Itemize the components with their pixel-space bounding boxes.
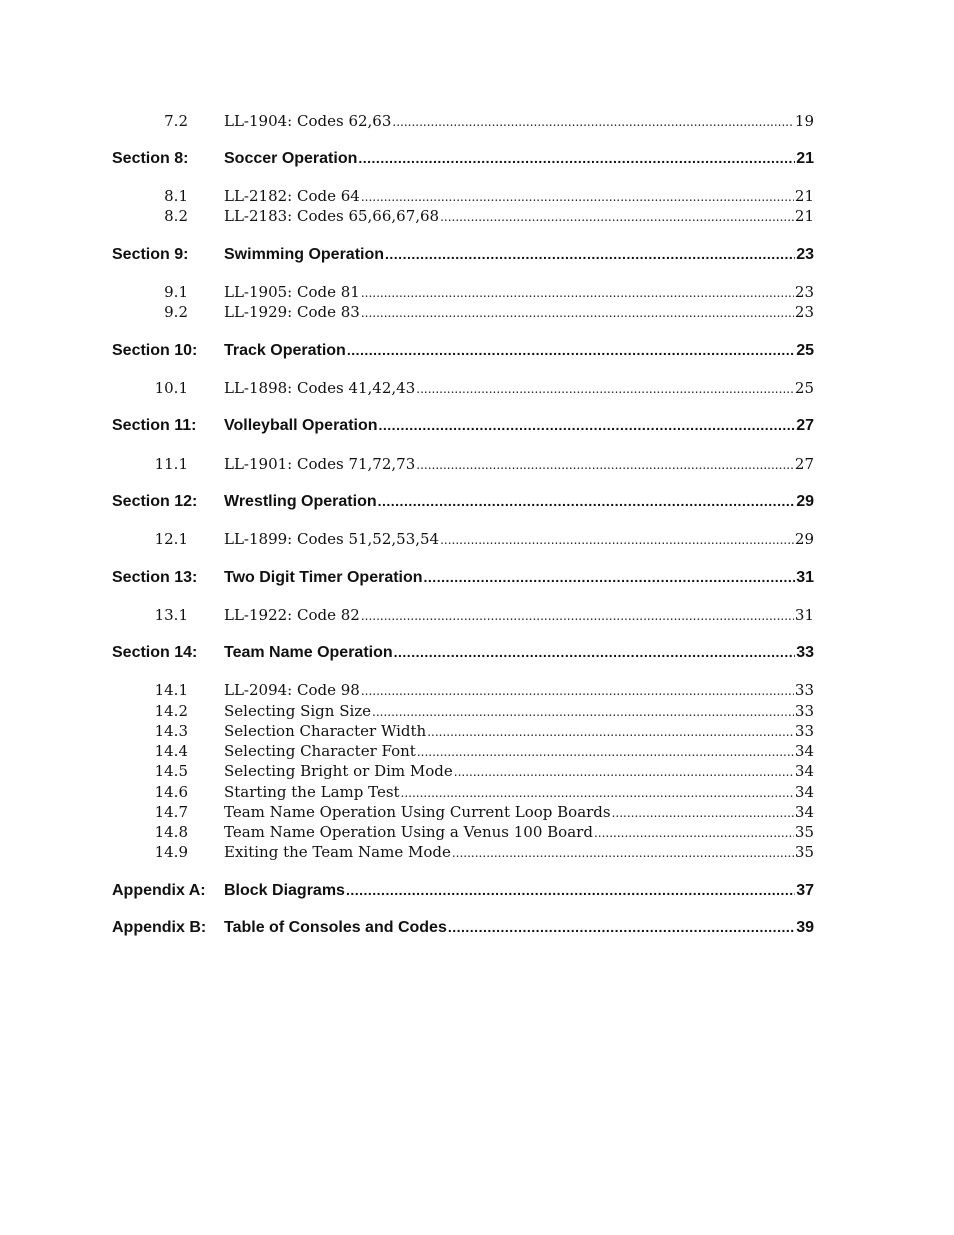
dot-leader: [612, 803, 794, 821]
page-number: 27: [796, 417, 814, 434]
entry-title: Selecting Sign Size: [224, 702, 372, 720]
page-number: 29: [796, 493, 814, 510]
entry-title: LL-1929: Code 83: [224, 303, 360, 321]
entry-title-line: [224, 207, 814, 225]
entry-title-line: [224, 246, 814, 264]
dot-leader: [448, 919, 795, 937]
entry-title-line: [224, 919, 814, 937]
dot-leader: [401, 783, 794, 801]
entry-title-line: [224, 569, 814, 587]
entry-title: Exiting the Team Name Mode: [224, 843, 451, 861]
subsection-number: 14.9: [154, 843, 188, 861]
entry-title-line: [224, 783, 814, 801]
dot-leader: [361, 283, 794, 301]
page-number: 31: [796, 569, 814, 586]
entry-title: Track Operation: [224, 342, 346, 359]
page-number: 27: [794, 455, 814, 473]
page-number: 25: [794, 379, 814, 397]
entry-title: LL-1898: Codes 41,42,43: [224, 379, 416, 397]
page-number: 29: [794, 530, 814, 548]
page-number: 34: [794, 742, 814, 760]
dot-leader: [594, 823, 794, 841]
page-number: 19: [794, 112, 814, 130]
page-number: 37: [796, 882, 814, 899]
section-label: Appendix A:: [112, 882, 206, 899]
subsection-number: 9.2: [164, 303, 188, 321]
dot-leader: [440, 530, 794, 548]
subsection-number: 12.1: [154, 530, 188, 548]
dot-leader: [417, 742, 794, 760]
dot-leader: [440, 207, 794, 225]
entry-title: Starting the Lamp Test: [224, 783, 400, 801]
entry-title-line: [224, 762, 814, 780]
subsection-number: 14.6: [154, 783, 188, 801]
dot-leader: [394, 644, 796, 662]
subsection-number: 8.2: [164, 207, 188, 225]
page-number: 21: [794, 187, 814, 205]
entry-title-line: [224, 150, 814, 168]
entry-title: Team Name Operation Using Current Loop Boards: [224, 803, 611, 821]
page-number: 35: [794, 823, 814, 841]
subsection-number: 14.8: [154, 823, 188, 841]
entry-title-line: [224, 283, 814, 301]
page-number: 34: [794, 783, 814, 801]
page-number: 39: [796, 919, 814, 936]
dot-leader: [454, 762, 794, 780]
subsection-number: 7.2: [164, 112, 188, 130]
entry-title: LL-1904: Codes 62,63: [224, 112, 392, 130]
page-number: 33: [794, 722, 814, 740]
page-number: 33: [796, 644, 814, 661]
subsection-number: 14.2: [154, 702, 188, 720]
page-number: 25: [796, 342, 814, 359]
section-label: Section 9:: [112, 246, 189, 263]
entry-title: Selecting Character Font: [224, 742, 416, 760]
entry-title-line: [224, 702, 814, 720]
subsection-number: 10.1: [154, 379, 188, 397]
entry-title: Table of Consoles and Codes: [224, 919, 447, 936]
entry-title-line: [224, 803, 814, 821]
entry-title-line: [224, 417, 814, 435]
page-number: 31: [794, 606, 814, 624]
entry-title: LL-1922: Code 82: [224, 606, 360, 624]
section-label: Section 8:: [112, 150, 189, 167]
entry-title: Soccer Operation: [224, 150, 358, 167]
dot-leader: [379, 417, 796, 435]
entry-title: Team Name Operation: [224, 644, 393, 661]
dot-leader: [416, 455, 794, 473]
subsection-number: 9.1: [164, 283, 188, 301]
dot-leader: [361, 606, 794, 624]
entry-title-line: [224, 493, 814, 511]
entry-title-line: [224, 530, 814, 548]
entry-title-line: [224, 722, 814, 740]
dot-leader: [346, 882, 795, 900]
entry-title: LL-2094: Code 98: [224, 681, 360, 699]
subsection-number: 14.4: [154, 742, 188, 760]
dot-leader: [361, 303, 794, 321]
dot-leader: [378, 493, 796, 511]
dot-leader: [358, 150, 795, 168]
entry-title-line: [224, 112, 814, 130]
entry-title: Team Name Operation Using a Venus 100 Board: [224, 823, 593, 841]
subsection-number: 8.1: [164, 187, 188, 205]
entry-title-line: [224, 742, 814, 760]
entry-title-line: [224, 843, 814, 861]
section-label: Section 14:: [112, 644, 198, 661]
entry-title-line: [224, 882, 814, 900]
entry-title-line: [224, 342, 814, 360]
entry-title-line: [224, 823, 814, 841]
subsection-number: 14.7: [154, 803, 188, 821]
subsection-number: 14.3: [154, 722, 188, 740]
page-number: 23: [796, 246, 814, 263]
dot-leader: [392, 112, 794, 130]
page-number: 35: [794, 843, 814, 861]
entry-title-line: [224, 644, 814, 662]
entry-title-line: [224, 455, 814, 473]
entry-title: Selecting Bright or Dim Mode: [224, 762, 453, 780]
page-number: 33: [794, 702, 814, 720]
entry-title-line: [224, 379, 814, 397]
page-number: 23: [794, 283, 814, 301]
dot-leader: [424, 569, 796, 587]
entry-title: Swimming Operation: [224, 246, 385, 263]
entry-title-line: [224, 187, 814, 205]
page-number: 23: [794, 303, 814, 321]
section-label: Section 11:: [112, 417, 197, 434]
entry-title: Selection Character Width: [224, 722, 427, 740]
entry-title: Block Diagrams: [224, 882, 345, 899]
dot-leader: [427, 722, 794, 740]
page-number: 33: [794, 681, 814, 699]
page-number: 34: [794, 762, 814, 780]
entry-title: LL-1905: Code 81: [224, 283, 360, 301]
dot-leader: [372, 702, 794, 720]
dot-leader: [361, 187, 794, 205]
entry-title: Volleyball Operation: [224, 417, 378, 434]
entry-title: LL-1899: Codes 51,52,53,54: [224, 530, 440, 548]
subsection-number: 14.1: [154, 681, 188, 699]
dot-leader: [452, 843, 794, 861]
entry-title: Two Digit Timer Operation: [224, 569, 423, 586]
entry-title: LL-2182: Code 64: [224, 187, 360, 205]
dot-leader: [361, 681, 794, 699]
subsection-number: 14.5: [154, 762, 188, 780]
page-number: 34: [794, 803, 814, 821]
entry-title: LL-1901: Codes 71,72,73: [224, 455, 416, 473]
dot-leader: [385, 246, 795, 264]
page-number: 21: [796, 150, 814, 167]
section-label: Section 13:: [112, 569, 198, 586]
entry-title-line: [224, 303, 814, 321]
page-number: 21: [794, 207, 814, 225]
entry-title-line: [224, 681, 814, 699]
dot-leader: [347, 342, 795, 360]
dot-leader: [416, 379, 794, 397]
section-label: Section 10:: [112, 342, 198, 359]
entry-title: LL-2183: Codes 65,66,67,68: [224, 207, 440, 225]
entry-title: Wrestling Operation: [224, 493, 377, 510]
subsection-number: 11.1: [154, 455, 188, 473]
section-label: Section 12:: [112, 493, 198, 510]
subsection-number: 13.1: [154, 606, 188, 624]
entry-title-line: [224, 606, 814, 624]
section-label: Appendix B:: [112, 919, 207, 936]
